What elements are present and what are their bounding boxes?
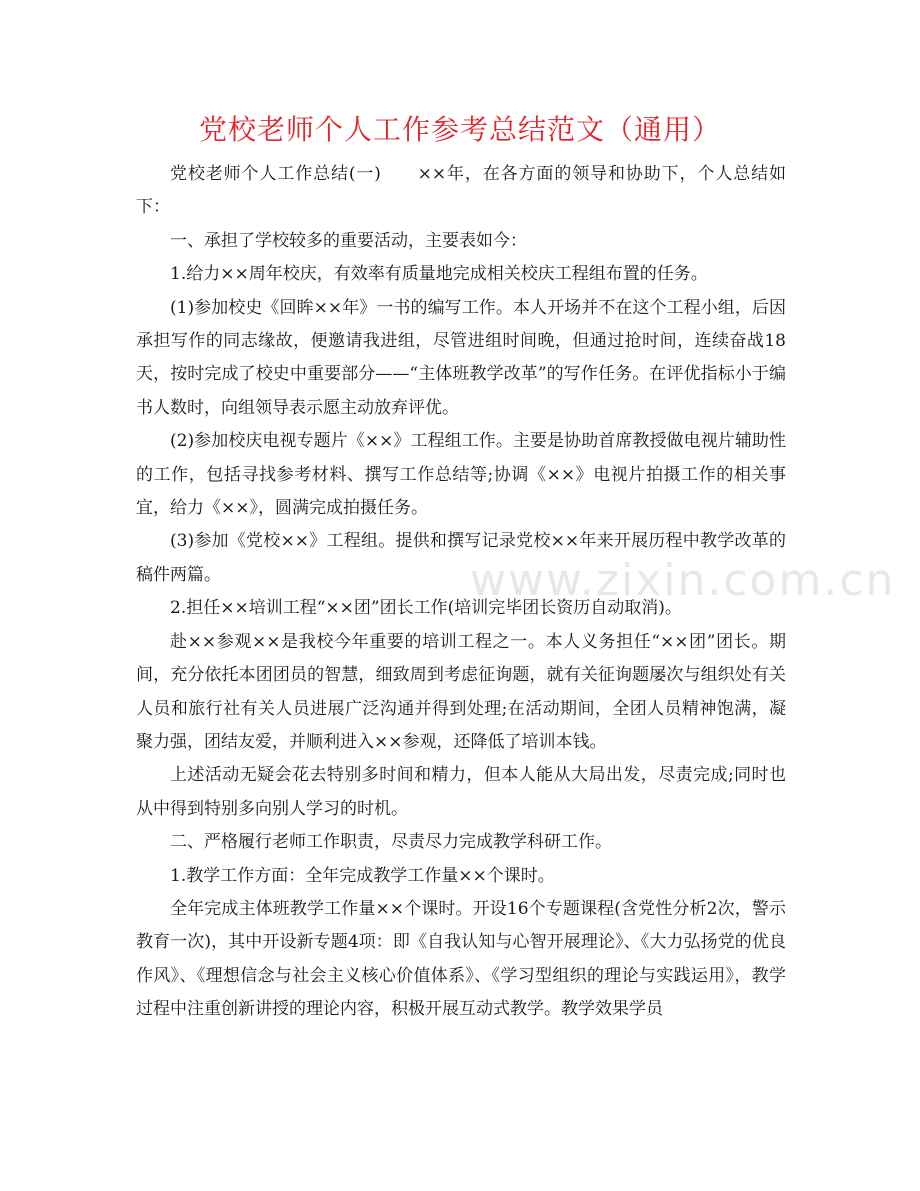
document-body bbox=[136, 158, 786, 1027]
paragraph: 党校老师个人工作总结(一) ××年，在各方面的领导和协助下，个人总结如下： bbox=[136, 164, 786, 218]
paragraph: 二、严格履行老师工作职责，尽责尽力完成教学科研工作。 bbox=[170, 832, 612, 853]
paragraph: 2.担任××培训工程“××团”团长工作(培训完毕团长资历自动取消)。 bbox=[170, 598, 682, 619]
watermark: www.zixin.com.cn bbox=[470, 555, 896, 606]
paragraph: (2)参加校庆电视专题片《××》工程组工作。主要是协助首席教授做电视片辅助性的工作，包括寻找参考材料、撰写工作总结等;协调《××》电视片拍摄工作的相关事宜，给力《××》，圆满完成拍摄任务。 bbox=[136, 431, 786, 519]
paragraph: 全年完成主体班教学工作量××个课时。开设16个专题课程(含党性分析2次，警示教育一次)，其中开设新专题4项：即《自我认知与心智开展理论》、《大力弘扬党的优良作风》、《理想信念与社会主义核心价值体系》、《学习型组织的理论与实践运用》，教学过程中注重创新讲授的理论内容，积极开展互动式教学。教学效果学员 bbox=[136, 898, 786, 1020]
paragraph: 上述活动无疑会花去特别多时间和精力，但本人能从大局出发，尽责完成;同时也从中得到特别多向别人学习的时机。 bbox=[136, 765, 786, 819]
paragraph: 赴××参观××是我校今年重要的培训工程之一。本人义务担任“××团”团长。期间，充分依托本团团员的智慧，细致周到考虑征询题，就有关征询题屡次与组织处有关人员和旅行社有关人员进展广泛沟通并得到处理;在活动期间，全团人员精神饱满，凝聚力强，团结友爱，并顺利进入××参观，还降低了培训本钱。 bbox=[136, 631, 786, 752]
paragraph: 1.给力××周年校庆，有效率有质量地完成相关校庆工程组布置的任务。 bbox=[170, 264, 708, 285]
paragraph: (1)参加校史《回眸××年》一书的编写工作。本人开场并不在这个工程小组，后因承担写作的同志缘故，便邀请我进组，尽管进组时间晚，但通过抢时间，连续奋战18天，按时完成了校史中重要部分——“主体班教学改革”的写作任务。在评优指标小于编书人数时，向组领导表示愿主动放弃评优。 bbox=[136, 297, 786, 418]
paragraph: (3)参加《党校××》工程组。提供和撰写记录党校××年来开展历程中教学改革的稿件两篇。 bbox=[136, 531, 786, 585]
document-title: 党校老师个人工作参考总结范文（通用） bbox=[198, 113, 721, 146]
paragraph: 1.教学工作方面：全年完成教学工作量××个课时。 bbox=[170, 865, 555, 886]
paragraph: 一、承担了学校较多的重要活动，主要表如今： bbox=[170, 230, 527, 251]
